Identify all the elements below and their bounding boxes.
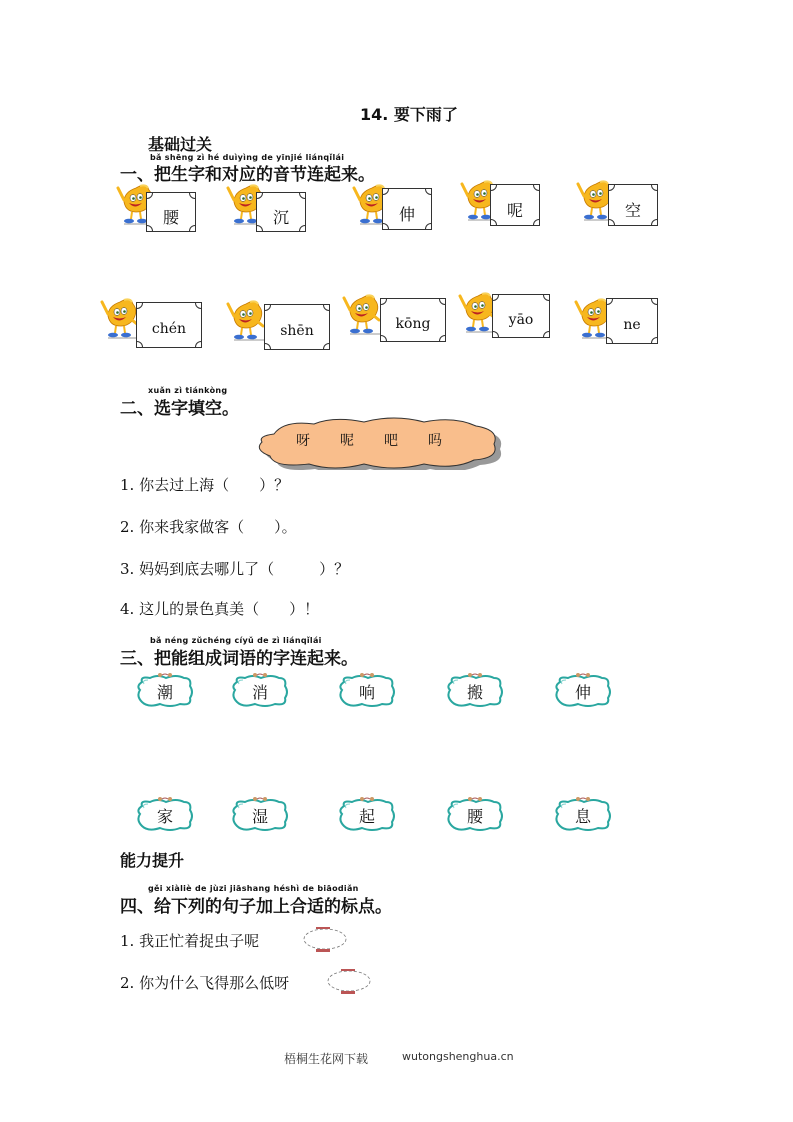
cloud-option: 呢 bbox=[340, 433, 354, 449]
frame-character: 搬 bbox=[466, 683, 483, 702]
q1-pinyin: bǎ shēng zì hé duìyìng de yīnjié liánqǐlái bbox=[150, 153, 345, 162]
punctuation-blank-oval-icon[interactable] bbox=[325, 966, 375, 996]
cloud-option: 呀 bbox=[296, 433, 310, 449]
word-frame[interactable] bbox=[231, 672, 289, 708]
character-text: 沉 bbox=[272, 207, 289, 227]
word-frame[interactable] bbox=[554, 796, 612, 832]
cloud-option: 吧 bbox=[384, 433, 398, 449]
character-text: 伸 bbox=[398, 204, 415, 224]
cartoon-sun-mascot-icon bbox=[342, 292, 384, 336]
q2-sentence-1: 1. 你去过上海（ ）？ bbox=[120, 476, 290, 494]
frame-character: 伸 bbox=[574, 683, 591, 702]
syllable-text: kōng bbox=[395, 316, 431, 332]
q1-heading: 一、把生字和对应的音节连起来。 bbox=[120, 165, 375, 185]
word-frame[interactable] bbox=[554, 672, 612, 708]
word-frame[interactable] bbox=[338, 796, 396, 832]
character-card[interactable] bbox=[608, 184, 658, 226]
word-frame[interactable] bbox=[338, 672, 396, 708]
syllable-card[interactable] bbox=[492, 294, 550, 338]
word-frame[interactable] bbox=[446, 672, 504, 708]
syllable-card[interactable] bbox=[264, 304, 330, 350]
punctuation-blank-oval-icon[interactable] bbox=[300, 924, 350, 954]
syllable-text: ne bbox=[623, 317, 641, 333]
q3-pinyin: bǎ néng zǔchéng cíyǔ de zì liánqǐlái bbox=[150, 636, 322, 645]
footer-site-name: 梧桐生花网下载 bbox=[284, 1052, 369, 1066]
q4-pinyin: gěi xiàliè de jùzi jiāshang héshì de biāodiǎn bbox=[148, 884, 359, 893]
character-card[interactable] bbox=[256, 192, 306, 232]
section-advanced-label: 能力提升 bbox=[120, 851, 185, 870]
frame-character: 起 bbox=[358, 807, 375, 826]
q4-sentence-1: 1. 我正忙着捉虫子呢 bbox=[120, 932, 260, 950]
word-choice-cloud bbox=[254, 414, 502, 470]
q2-sentence-4: 4. 这儿的景色真美（ ）！ bbox=[120, 600, 320, 618]
page-title: 14. 要下雨了 bbox=[360, 105, 458, 124]
character-card[interactable] bbox=[490, 184, 540, 226]
section-basic-label: 基础过关 bbox=[148, 135, 213, 154]
cartoon-sun-mascot-icon bbox=[226, 298, 268, 342]
frame-character: 湿 bbox=[251, 807, 268, 826]
word-frame[interactable] bbox=[231, 796, 289, 832]
frame-character: 家 bbox=[156, 807, 173, 826]
frame-character: 潮 bbox=[156, 683, 173, 702]
character-text: 空 bbox=[624, 200, 641, 220]
character-card[interactable] bbox=[382, 188, 432, 230]
frame-character: 响 bbox=[358, 683, 375, 702]
q2-sentence-3: 3. 妈妈到底去哪儿了（ ）？ bbox=[120, 560, 350, 578]
q2-pinyin: xuǎn zì tiánkòng bbox=[148, 386, 228, 395]
word-frame[interactable] bbox=[136, 672, 194, 708]
syllable-text: yāo bbox=[508, 312, 534, 328]
character-text: 呢 bbox=[506, 200, 523, 220]
q4-sentence-2: 2. 你为什么飞得那么低呀 bbox=[120, 974, 290, 992]
syllable-text: chén bbox=[151, 321, 187, 337]
character-card[interactable] bbox=[146, 192, 196, 232]
q2-sentence-2: 2. 你来我家做客（ ）。 bbox=[120, 518, 297, 536]
q4-heading: 四、给下列的句子加上合适的标点。 bbox=[120, 897, 392, 917]
frame-character: 腰 bbox=[466, 807, 483, 826]
syllable-card[interactable] bbox=[380, 298, 446, 342]
syllable-text: shēn bbox=[280, 323, 314, 339]
word-frame[interactable] bbox=[446, 796, 504, 832]
syllable-card[interactable] bbox=[606, 298, 658, 344]
q3-heading: 三、把能组成词语的字连起来。 bbox=[120, 649, 358, 669]
q2-heading: 二、选字填空。 bbox=[120, 399, 239, 419]
cloud-option: 吗 bbox=[428, 433, 442, 449]
character-text: 腰 bbox=[162, 207, 179, 227]
frame-character: 息 bbox=[574, 807, 591, 826]
footer-url[interactable]: wutongshenghua.cn bbox=[402, 1050, 514, 1063]
syllable-card[interactable] bbox=[136, 302, 202, 348]
frame-character: 消 bbox=[251, 683, 268, 702]
word-frame[interactable] bbox=[136, 796, 194, 832]
